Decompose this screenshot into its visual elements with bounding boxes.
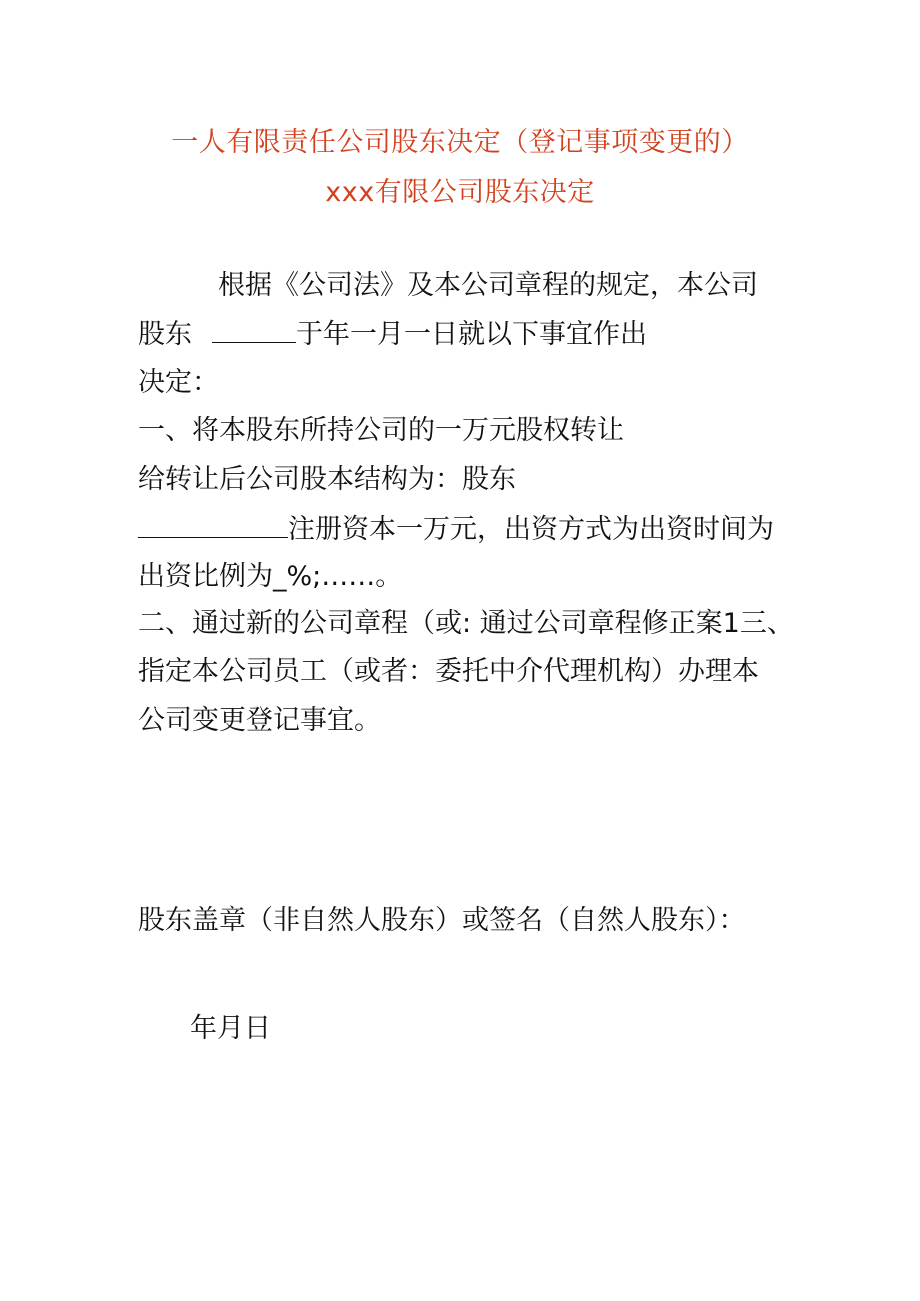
signature-date: 年月日 — [190, 1013, 271, 1044]
item2-line1: 二、通过新的公司章程（或: 通过公司章程修正案1三、 — [138, 608, 794, 639]
document-title: 一人有限责任公司股东决定（登记事项变更的） — [171, 127, 749, 158]
item1-line4: 出资比例为_%;……。 — [138, 561, 403, 592]
paragraph1-line1: 根据《公司法》及本公司章程的规定，本公司 — [218, 270, 758, 301]
item1-line1: 一、将本股东所持公司的一万元股权转让 — [138, 415, 624, 446]
item1-line3 — [138, 513, 774, 546]
shareholder-label: 股东 — [138, 319, 192, 350]
capital-text: 注册资本一万元，出资方式为出资时间为 — [288, 514, 774, 545]
decision-date-text: 于年一月一日就以下事宜作出 — [296, 319, 647, 350]
item1-line2: 给转让后公司股本结构为：股东 — [138, 464, 516, 495]
shareholder-name-blank — [212, 318, 296, 343]
shareholder-structure-blank — [138, 513, 288, 538]
item2-line3: 公司变更登记事宜。 — [138, 705, 381, 736]
item2-line2: 指定本公司员工（或者：委托中介代理机构）办理本 — [138, 656, 759, 687]
paragraph1-line2 — [138, 318, 647, 351]
signature-label: 股东盖章（非自然人股东）或签名（自然人股东）： — [138, 905, 746, 936]
document-subtitle: xxx有限公司股东决定 — [325, 177, 595, 208]
paragraph1-line3: 决定： — [138, 367, 219, 398]
